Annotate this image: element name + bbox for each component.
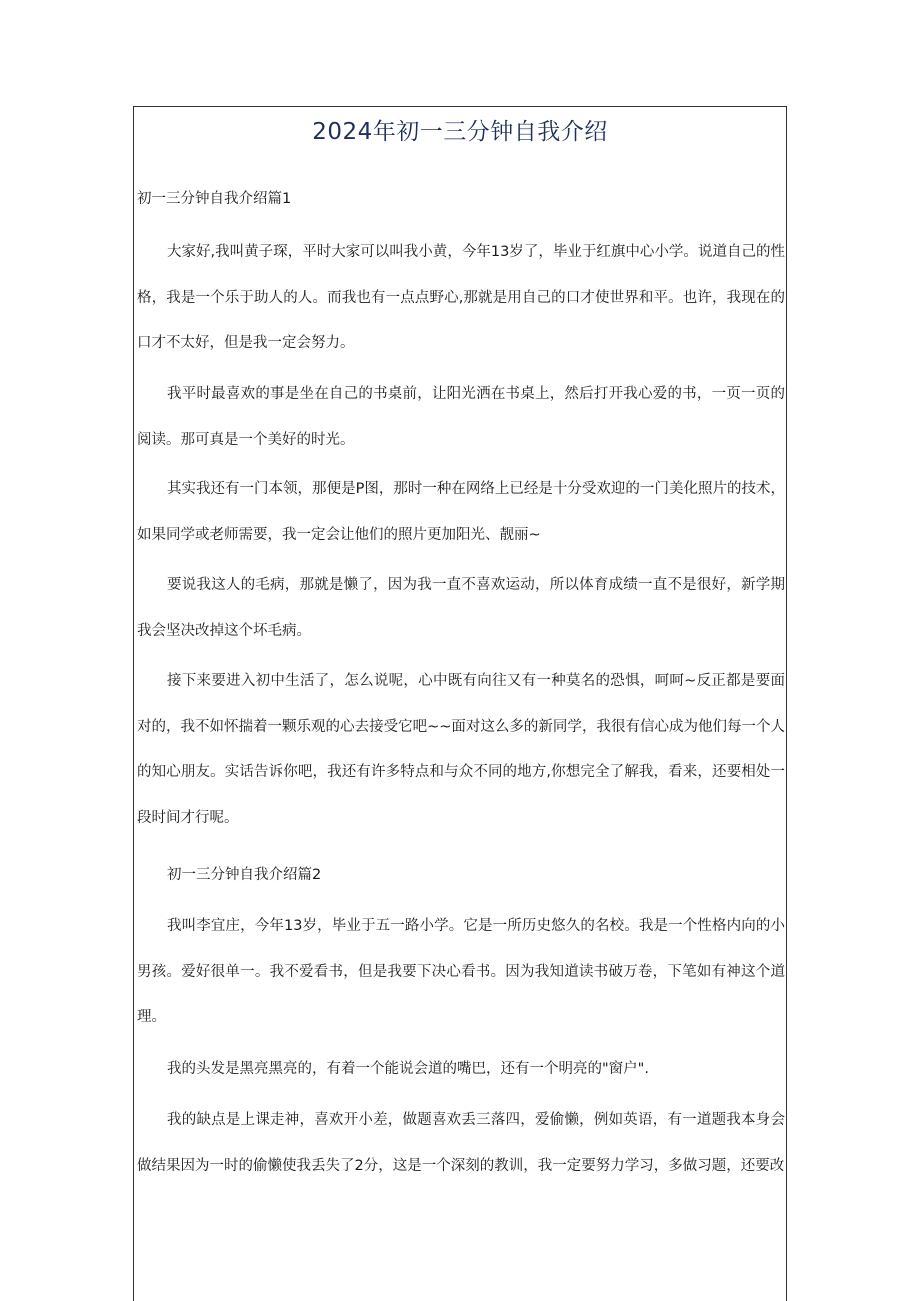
paragraph-3: 其实我还有一门本领，那便是P图，那时一种在网络上已经是十分受欢迎的一门美化照片的技术，如果同学或老师需要，我一定会让他们的照片更加阳光、靓丽~: [137, 481, 785, 543]
paragraph-2: 我平时最喜欢的事是坐在自己的书桌前，让阳光洒在书桌上，然后打开我心爱的书，一页一页的阅读。那可真是一个美好的时光。: [137, 386, 785, 448]
document-title: 2024年初一三分钟自我介绍: [312, 119, 608, 145]
paragraph-7: 我的头发是黑亮黑亮的，有着一个能说会道的嘴巴，还有一个明亮的"窗户".: [167, 1061, 649, 1077]
paragraph-5: 接下来要进入初中生活了，怎么说呢，心中既有向往又有一种莫名的恐惧，呵呵~反正都是要面对的，我不如怀揣着一颗乐观的心去接受它吧~~面对这么多的新同学，我很有信心成为他们每一个人的知心朋友。实话告诉你吧，我还有许多特点和与众不同的地方,你想完全了解我，看来，还要相处一段时间才行呢。: [137, 673, 785, 826]
paragraph-8: 我的缺点是上课走神，喜欢开小差，做题喜欢丢三落四，爱偷懒，例如英语，有一道题我本身会做结果因为一时的偷懒使我丢失了2分，这是一个深刻的教训，我一定要努力学习，多做习题，还要改: [137, 1112, 785, 1174]
section-heading-1: 初一三分钟自我介绍篇1: [137, 191, 292, 207]
paragraph-4: 要说我这人的毛病，那就是懒了，因为我一直不喜欢运动，所以体育成绩一直不是很好，新学期我会坚决改掉这个坏毛病。: [137, 577, 785, 639]
section-heading-2: 初一三分钟自我介绍篇2: [167, 867, 322, 883]
paragraph-6: 我叫李宜庄，今年13岁，毕业于五一路小学。它是一所历史悠久的名校。我是一个性格内向的小男孩。爱好很单一。我不爱看书，但是我要下决心看书。因为我知道读书破万卷，下笔如有神这个道理。: [137, 918, 785, 1025]
paragraph-1: 大家好,我叫黄子琛，平时大家可以叫我小黄，今年13岁了，毕业于红旗中心小学。说道自己的性格，我是一个乐于助人的人。而我也有一点点野心,那就是用自己的口才使世界和平。也许，我现在的口才不太好，但是我一定会努力。: [137, 244, 785, 351]
